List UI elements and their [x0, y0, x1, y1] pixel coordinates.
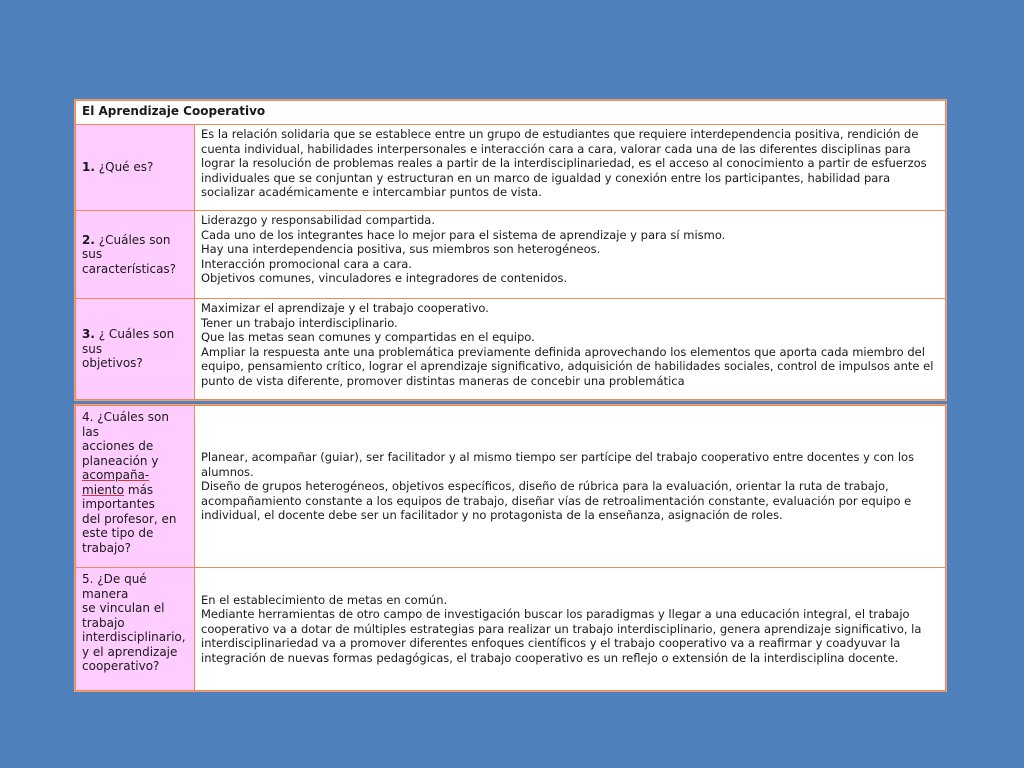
answer-cell-5 [195, 568, 946, 691]
table-row [76, 125, 946, 211]
answer-line: En el establecimiento de metas en común. [201, 592, 448, 607]
answer-line: Maximizar el aprendizaje y el trabajo cooperativo. [201, 301, 489, 315]
answer-line: Interacción promocional cara a cara. [201, 256, 412, 271]
answer-cell-1 [195, 125, 946, 211]
question-cell-4: 4. ¿Cuáles son las acciones de planeación y acompaña- miento más importantes del profesor, en este tipo de trabajo? [76, 406, 195, 568]
answer-line: Tener un trabajo interdisciplinario. [201, 315, 398, 330]
answer-line: Planear, acompañar (guiar), ser facilitador y al mismo tiempo ser partícipe del trabajo cooperativo entre docentes y con los alumnos. [201, 450, 915, 479]
table-row [76, 406, 946, 568]
answer-cell-2 [195, 211, 946, 299]
table-cooperative-learning-part-2 [74, 404, 947, 692]
table-cooperative-learning-part-1 [74, 99, 947, 401]
table-title: El Aprendizaje Cooperativo [76, 101, 946, 125]
answer-line: Mediante herramientas de otro campo de investigación buscar los paradigmas y llegar a una educación integral, el trabajo cooperativo va a dotar de múltiples estrategias para realizar un trabajo interdisciplinario, genera aprendizaje significativo, la interdisciplinariedad va a promover diferentes enfoques científicos y el trabajo cooperativo va a reafirmar y coadyuvar la integración de nuevas formas pedagógicas, el trabajo cooperativo es un reflejo o extensión de la interdisciplina docente. [201, 607, 922, 665]
question-cell-2: 2. ¿Cuáles son sus características? [76, 211, 195, 299]
answer-line: Objetivos comunes, vinculadores e integradores de contenidos. [201, 271, 568, 285]
table-row [76, 568, 946, 691]
answer-line: Ampliar la respuesta ante una problemática previamente definida aprovechando los elementos que aporta cada miembro del equipo, pensamiento crítico, lograr el aprendizaje significativo, adquisición de habilidades sociales, control de impulsos ante el punto de vista diferente, promover distintas maneras de concebir una problemática [201, 344, 934, 388]
answer-cell-4 [195, 406, 946, 568]
table-2 [75, 405, 946, 691]
question-cell-3: 3. ¿ Cuáles son sus objetivos? [76, 299, 195, 400]
answer-line: Que las metas sean comunes y compartidas en el equipo. [201, 330, 535, 344]
question-cell-1: 1. ¿Qué es? [76, 125, 195, 211]
answer-line: Cada uno de los integrantes hace lo mejor para el sistema de aprendizaje y para sí mismo. [201, 227, 726, 242]
table-row [76, 211, 946, 299]
answer-cell-3 [195, 299, 946, 400]
table-row [76, 299, 946, 400]
answer-line: Hay una interdependencia positiva, sus miembros son heterogéneos. [201, 242, 601, 256]
answer-line: Diseño de grupos heterogéneos, objetivos específicos, diseño de rúbrica para la evaluación, orientar la ruta de trabajo, acompañamiento constante a los equipos de trabajo, diseñar vías de retroalimentación constante, evaluación por equipo e individual, el docente debe ser un facilitador y no protagonista de la enseñanza, asignación de roles. [201, 479, 912, 523]
answer-line: Liderazgo y responsabilidad compartida. [201, 213, 435, 227]
question-cell-5: 5. ¿De qué manera se vinculan el trabajo interdisciplinario, y el aprendizaje cooperativo? [76, 568, 195, 691]
answer-text: Es la relación solidaria que se establece entre un grupo de estudiantes que requiere interdependencia positiva, rendición de cuenta individual, habilidades interpersonales e interacción cara a cara, valorar cada una de las diferentes disciplinas para lograr la resolución de problemas reales a partir de la interdisciplinariedad, es el acceso al conocimiento a partir de esfuerzos individuales que se conjuntan y estructuran en un marco de igualdad y conexión entre los participantes, habilidad para socializar académicamente e intercambiar puntos de vista. [201, 127, 927, 199]
table-1 [75, 100, 946, 400]
